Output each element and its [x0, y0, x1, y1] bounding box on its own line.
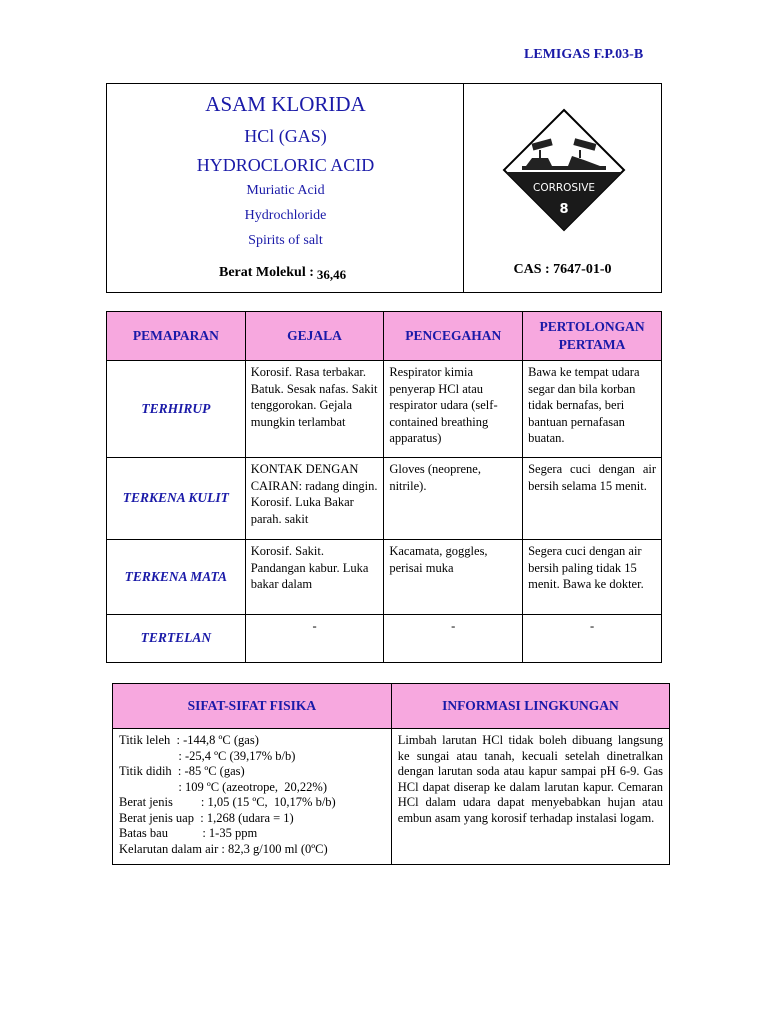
first-aid-cell: Bawa ke tempat udara segar dan bila korban tidak bernafas, beri bantuan pernafasan buatan. — [523, 361, 662, 458]
prevention-cell: Respirator kimia penyerap HCl atau respirator udara (self-contained breathing apparatus) — [384, 361, 523, 458]
synonym-3: Spirits of salt — [248, 233, 323, 248]
chemical-name: ASAM KLORIDA — [205, 92, 366, 116]
document-code: LEMIGAS F.P.03-B — [524, 47, 644, 62]
symptoms-cell: KONTAK DENGAN CAIRAN: radang dingin. Korosif. Luka Bakar parah. sakit — [245, 458, 384, 540]
header-pencegahan: PENCEGAHAN — [384, 312, 523, 361]
molecular-weight — [219, 264, 346, 281]
hazard-panel — [464, 84, 661, 292]
route-cell: TERTELAN — [107, 615, 246, 663]
hazard-label-text: CORROSIVE — [532, 182, 596, 194]
physical-properties-text: Titik leleh : -144,8 ºC (gas) : -25,4 ºC (39,17% b/b) Titik didih : -85 ºC (gas) : 109 ºC (azeotrope, 20,22%) Berat jenis : 1,05 (15 ºC, 10,17% b/b) Berat jenis uap : 1,268 (udara = 1) Batas bau : 1-35 ppm Kelarutan dalam air : 82,3 g/100 ml (0ºC) — [113, 729, 392, 865]
exposure-table — [106, 311, 662, 663]
header-gejala: GEJALA — [245, 312, 384, 361]
route-cell: TERKENA MATA — [107, 540, 246, 615]
symptoms-cell: - — [245, 615, 384, 663]
corrosive-hazard-icon — [502, 108, 626, 232]
hazard-class-number: 8 — [559, 202, 569, 217]
chemical-formula: HCl (GAS) — [244, 126, 327, 146]
chemical-header-box — [106, 83, 662, 293]
first-aid-cell: Segera cuci dengan air bersih selama 15 menit. — [523, 458, 662, 540]
header-pemaparan: PEMAPARAN — [107, 312, 246, 361]
header-pertolongan: PERTOLONGAN PERTAMA — [523, 312, 662, 361]
route-cell: TERKENA KULIT — [107, 458, 246, 540]
synonym-2: Hydrochloride — [244, 208, 327, 223]
table-row — [107, 361, 662, 458]
prevention-cell: Kacamata, goggles, perisai muka — [384, 540, 523, 615]
table-row — [107, 615, 662, 663]
table-row — [107, 458, 662, 540]
chemical-identity-panel — [107, 84, 464, 292]
symptoms-cell: Korosif. Rasa terbakar. Batuk. Sesak nafas. Sakit tenggorokan. Gejala mungkin terlambat — [245, 361, 384, 458]
route-cell: TERHIRUP — [107, 361, 246, 458]
synonym-1: Muriatic Acid — [246, 183, 325, 198]
header-physical-properties: SIFAT-SIFAT FISIKA — [113, 684, 392, 729]
physical-content-row — [113, 729, 670, 865]
exposure-header-row — [107, 312, 662, 361]
symptoms-cell: Korosif. Sakit. Pandangan kabur. Luka bakar dalam — [245, 540, 384, 615]
cas-number: CAS : 7647-01-0 — [513, 262, 612, 277]
molecular-weight-value: 36,46 — [316, 267, 347, 282]
first-aid-cell: - — [523, 615, 662, 663]
environment-info-text: Limbah larutan HCl tidak boleh dibuang langsung ke sungai atau tanah, kecuali setelah dinetralkan dengan larutan soda atau kapur sampai pH 6-9. Gas HCl dapat diserap ke dalam larutan kapur. Cemaran HCl dalam udara dapat menyebabkan hujan atau embun asam yang korosif terhadap instalasi logam. — [391, 729, 669, 865]
header-environment-info: INFORMASI LINGKUNGAN — [391, 684, 669, 729]
table-row — [107, 540, 662, 615]
prevention-cell: Gloves (neoprene, nitrile). — [384, 458, 523, 540]
molecular-weight-label: Berat Molekul : — [219, 265, 314, 280]
english-name: HYDROCLORIC ACID — [196, 155, 375, 175]
physical-environment-table — [112, 683, 670, 865]
prevention-cell: - — [384, 615, 523, 663]
first-aid-cell: Segera cuci dengan air bersih paling tidak 15 menit. Bawa ke dokter. — [523, 540, 662, 615]
physical-header-row — [113, 684, 670, 729]
